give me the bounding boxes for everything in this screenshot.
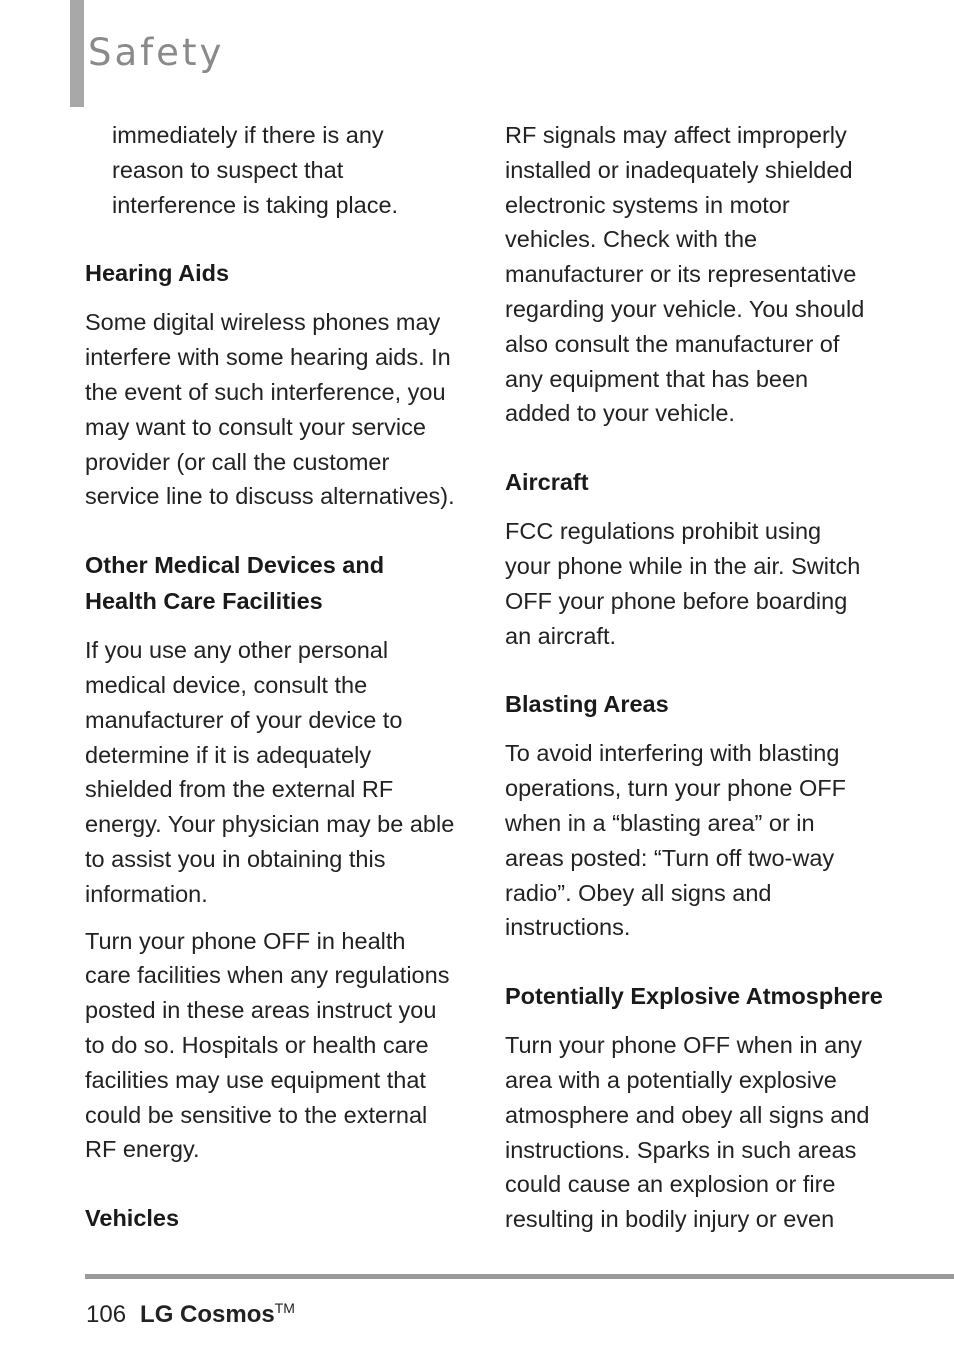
left-column bbox=[85, 118, 455, 1236]
intro-paragraph: immediately if there is any reason to suspect that interference is taking place. bbox=[112, 122, 399, 218]
section-side-tab bbox=[70, 0, 84, 107]
vehicles-paragraph: RF signals may affect improperly installed or inadequately shielded electronic systems in motor vehicles. Check with the manufacturer or its representative regarding your vehicle. You should also consult the manufacturer of any equipment that has been added to your vehicle. bbox=[505, 122, 865, 427]
product-name: LG Cosmos bbox=[140, 1301, 275, 1328]
aircraft-paragraph: FCC regulations prohibit using your phone while in the air. Switch OFF your phone before boarding an aircraft. bbox=[505, 518, 861, 649]
aircraft-heading: Aircraft bbox=[505, 469, 589, 496]
explosive-atmosphere-paragraph: Turn your phone OFF when in any area with a potentially explosive atmosphere and obey all signs and instructions. Sparks in such areas could cause an explosion or fire resulting in bodily injury or even bbox=[505, 1032, 870, 1233]
vehicles-heading: Vehicles bbox=[85, 1205, 180, 1232]
page-title: Safety bbox=[88, 31, 225, 74]
blasting-areas-paragraph: To avoid interfering with blasting operations, turn your phone OFF when in a “blasting area” or in areas posted: “Turn off two-way radio”. Obey all signs and instructions. bbox=[505, 740, 846, 941]
right-column bbox=[505, 118, 945, 1237]
blasting-areas-heading: Blasting Areas bbox=[505, 691, 669, 718]
explosive-atmosphere-heading: Potentially Explosive Atmosphere bbox=[505, 983, 883, 1010]
page-footer bbox=[86, 1290, 295, 1333]
footer-divider bbox=[85, 1274, 954, 1279]
trademark-symbol: TM bbox=[274, 1300, 295, 1316]
medical-devices-paragraph-1: If you use any other personal medical device, consult the manufacturer of your device to determine if it is adequately shielded from the external RF energy. Your physician may be able to assist you in obtaining this information. bbox=[85, 637, 455, 907]
medical-devices-heading: Other Medical Devices and Health Care Facilities bbox=[85, 552, 385, 615]
page-number: 106 bbox=[86, 1301, 127, 1328]
hearing-aids-paragraph: Some digital wireless phones may interfere with some hearing aids. In the event of such interference, you may want to consult your service provider (or call the customer service line to discuss alternatives). bbox=[85, 309, 455, 510]
hearing-aids-heading: Hearing Aids bbox=[85, 260, 230, 287]
medical-devices-paragraph-2: Turn your phone OFF in health care facilities when any regulations posted in these areas instruct you to do so. Hospitals or health care facilities may use equipment that could be sensitive to the external RF energy. bbox=[85, 927, 450, 1163]
